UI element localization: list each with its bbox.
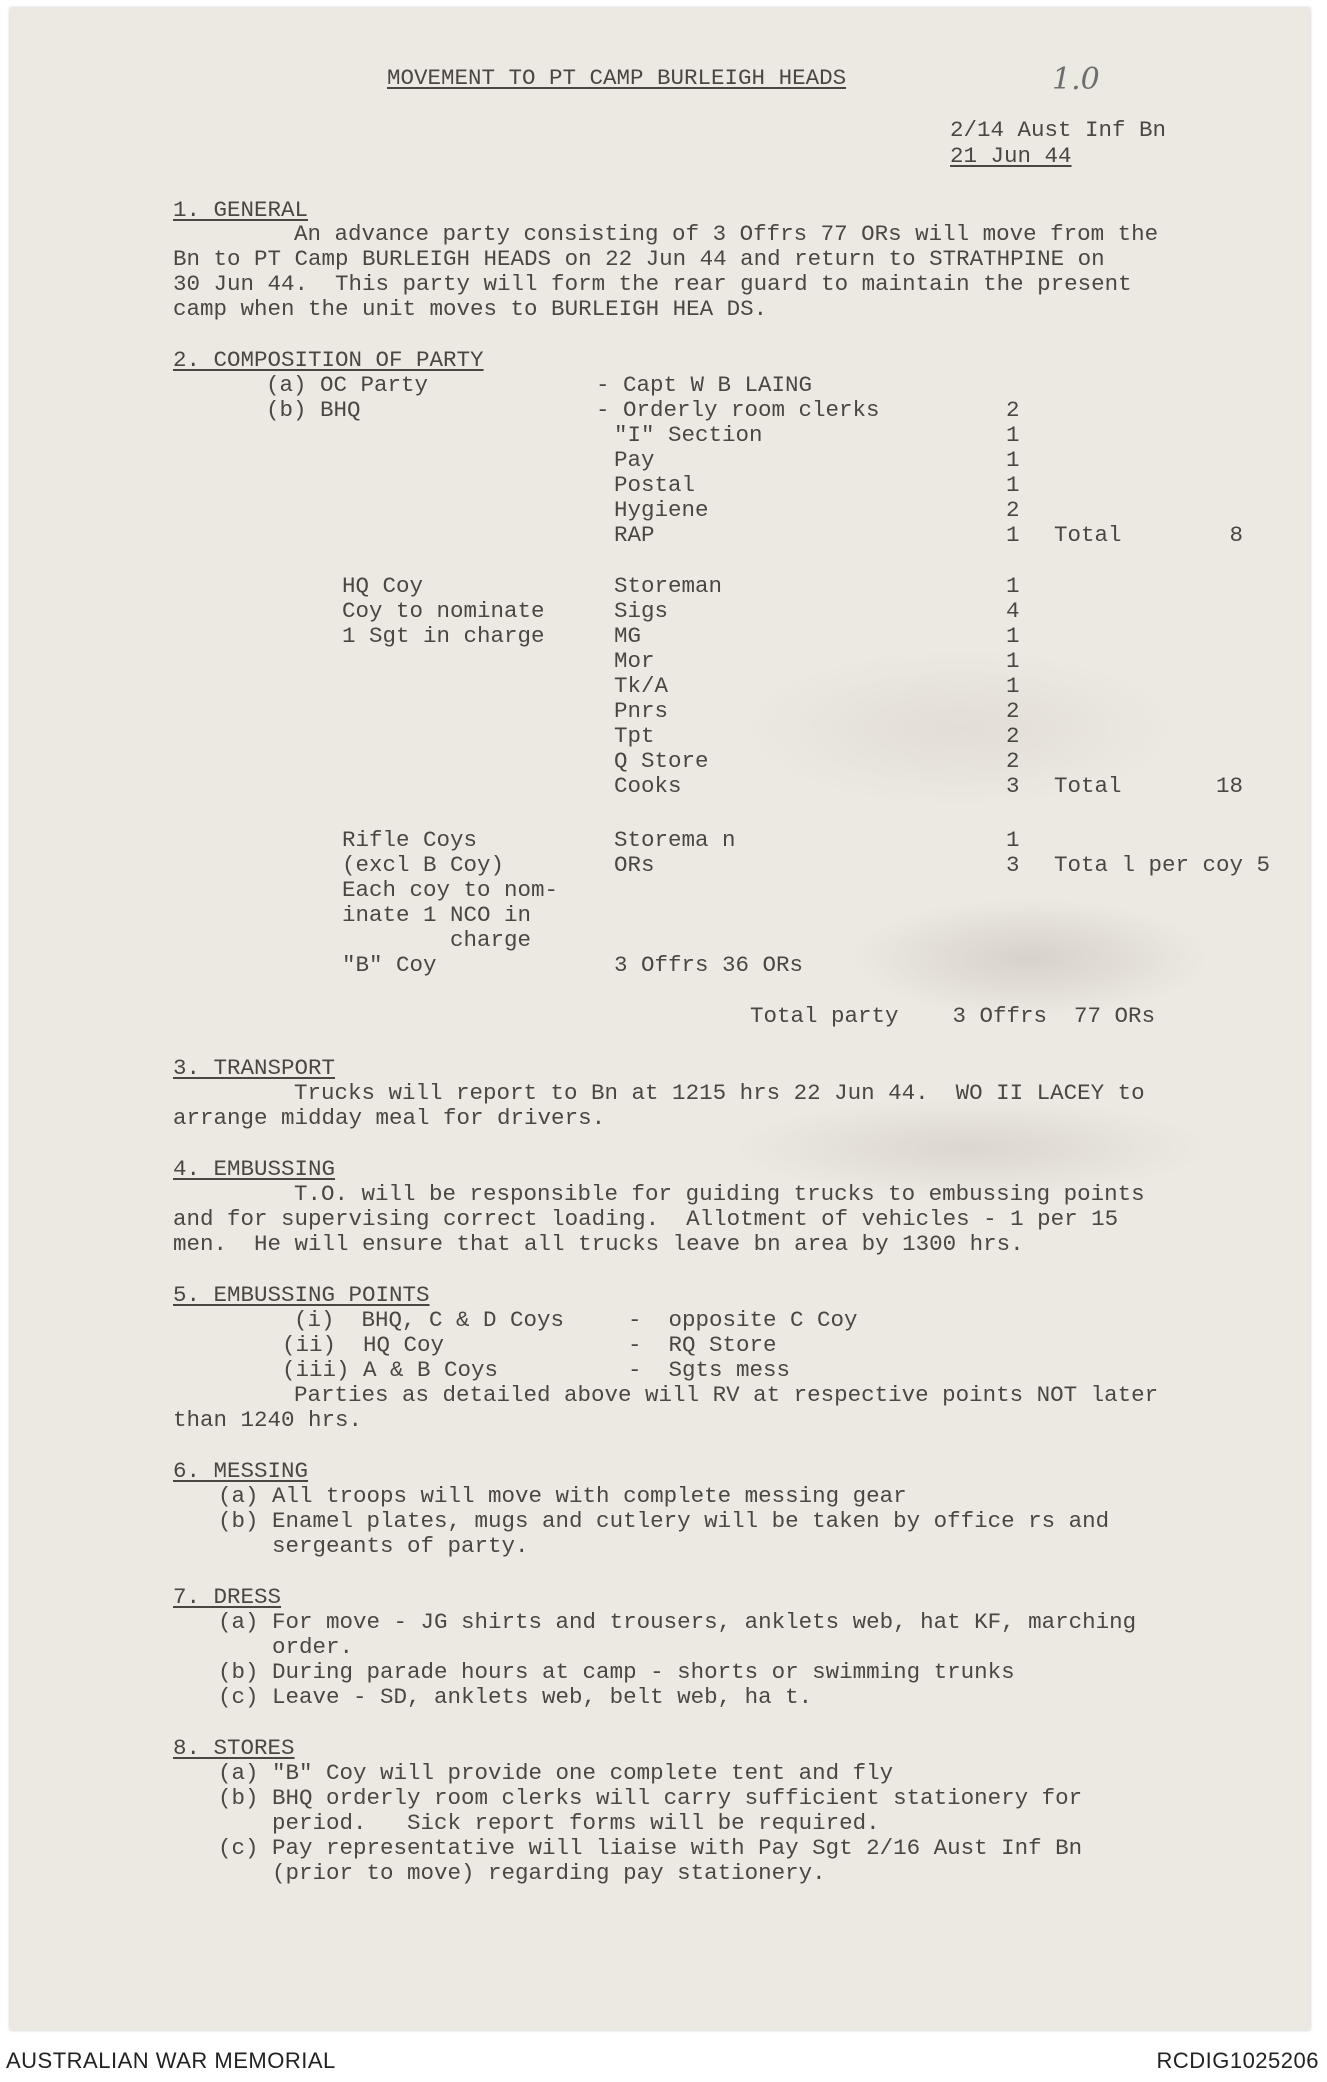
section-heading: 8. STORES bbox=[173, 1735, 295, 1761]
hq-item: Sigs bbox=[614, 598, 669, 624]
rifle-total: Tota l per coy 5 bbox=[1054, 852, 1271, 878]
unit-name: 2/14 Aust Inf Bn bbox=[950, 117, 1167, 143]
rifle-coys-label: (excl B Coy) bbox=[342, 852, 505, 878]
hq-item: Mor bbox=[614, 648, 655, 674]
embussing-location: - RQ Store bbox=[628, 1332, 777, 1358]
rifle-item: ORs bbox=[614, 852, 655, 878]
paragraph-line: Parties as detailed above will RV at respective points NOT later bbox=[294, 1382, 1159, 1408]
hq-count: 4 bbox=[1006, 598, 1020, 624]
b-coy-label: "B" Coy bbox=[342, 952, 437, 978]
section-heading: 6. MESSING bbox=[173, 1458, 309, 1484]
paragraph-line: than 1240 hrs. bbox=[173, 1407, 363, 1433]
record-id: RCDIG1025206 bbox=[1156, 2048, 1319, 2073]
bhq-item: Pay bbox=[614, 447, 655, 473]
bhq-count: 1 bbox=[1006, 522, 1020, 548]
bhq-item: Hygiene bbox=[614, 497, 709, 523]
section-heading: 3. TRANSPORT bbox=[173, 1055, 336, 1081]
rifle-coys-label: Each coy to nom- bbox=[342, 877, 559, 903]
total-party: Total party 3 Offrs 77 ORs bbox=[750, 1003, 1156, 1029]
bhq-item: - Orderly room clerks bbox=[596, 397, 880, 423]
paragraph-line: (a) For move - JG shirts and trousers, anklets web, hat KF, marching bbox=[218, 1609, 1137, 1635]
hq-count: 1 bbox=[1006, 573, 1020, 599]
document-date: 21 Jun 44 bbox=[950, 143, 1072, 169]
bhq-item: RAP bbox=[614, 522, 655, 548]
paragraph-line: (a) All troops will move with complete messing gear bbox=[218, 1483, 907, 1509]
paragraph-line: men. He will ensure that all trucks leave bn area by 1300 hrs. bbox=[173, 1231, 1024, 1257]
hq-item: Q Store bbox=[614, 748, 709, 774]
hq-count: 1 bbox=[1006, 673, 1020, 699]
hq-item: MG bbox=[614, 623, 642, 649]
paragraph-line: An advance party consisting of 3 Offrs 77 ORs will move from the bbox=[294, 221, 1159, 247]
paragraph-line: (prior to move) regarding pay stationery. bbox=[218, 1860, 826, 1886]
paragraph-line: order. bbox=[218, 1634, 354, 1660]
paragraph-line: (c) Leave - SD, anklets web, belt web, ha t. bbox=[218, 1684, 813, 1710]
paragraph-line: (a) "B" Coy will provide one complete tent and fly bbox=[218, 1760, 894, 1786]
section-heading: 5. EMBUSSING POINTS bbox=[173, 1282, 430, 1308]
bhq-item: "I" Section bbox=[614, 422, 763, 448]
rifle-coys-label: inate 1 NCO in bbox=[342, 902, 532, 928]
section-heading: 7. DRESS bbox=[173, 1584, 282, 1610]
embussing-unit: (iii) A & B Coys bbox=[282, 1357, 499, 1383]
bhq-count: 2 bbox=[1006, 497, 1020, 523]
oc-party-label: (a) OC Party bbox=[266, 372, 429, 398]
hq-coy-label: Coy to nominate bbox=[342, 598, 545, 624]
bhq-count: 1 bbox=[1006, 447, 1020, 473]
embussing-unit: (ii) HQ Coy bbox=[282, 1332, 445, 1358]
paragraph-line: (b) BHQ orderly room clerks will carry sufficient stationery for bbox=[218, 1785, 1083, 1811]
folio-number: 1.0 bbox=[1052, 62, 1100, 97]
section-heading: 4. EMBUSSING bbox=[173, 1156, 336, 1182]
b-coy-value: 3 Offrs 36 ORs bbox=[614, 952, 804, 978]
paragraph-line: (b) During parade hours at camp - shorts or swimming trunks bbox=[218, 1659, 1015, 1685]
hq-count: 2 bbox=[1006, 723, 1020, 749]
rifle-item: Storema n bbox=[614, 827, 736, 853]
paragraph-line: and for supervising correct loading. Allotment of vehicles - 1 per 15 bbox=[173, 1206, 1119, 1232]
rifle-coys-label: charge bbox=[342, 927, 532, 953]
paragraph-line: camp when the unit moves to BURLEIGH HEA DS. bbox=[173, 296, 768, 322]
hq-total: Total 18 bbox=[1054, 773, 1244, 799]
section-heading: 1. GENERAL bbox=[173, 197, 309, 223]
section-heading: 2. COMPOSITION OF PARTY bbox=[173, 347, 484, 373]
hq-count: 1 bbox=[1006, 623, 1020, 649]
paragraph-line: (c) Pay representative will liaise with Pay Sgt 2/16 Aust Inf Bn bbox=[218, 1835, 1083, 1861]
hq-item: Tk/A bbox=[614, 673, 669, 699]
paragraph-line: sergeants of party. bbox=[218, 1533, 529, 1559]
paragraph-line: arrange midday meal for drivers. bbox=[173, 1105, 606, 1131]
rifle-count: 1 bbox=[1006, 827, 1020, 853]
bhq-count: 1 bbox=[1006, 472, 1020, 498]
bhq-count: 2 bbox=[1006, 397, 1020, 423]
rifle-count: 3 bbox=[1006, 852, 1020, 878]
archive-credit: AUSTRALIAN WAR MEMORIAL bbox=[6, 2048, 336, 2073]
hq-count: 1 bbox=[1006, 648, 1020, 674]
hq-item: Storeman bbox=[614, 573, 723, 599]
bhq-count: 1 bbox=[1006, 422, 1020, 448]
hq-item: Cooks bbox=[614, 773, 682, 799]
hq-count: 2 bbox=[1006, 698, 1020, 724]
paragraph-line: T.O. will be responsible for guiding trucks to embussing points bbox=[294, 1181, 1145, 1207]
embussing-location: - opposite C Coy bbox=[628, 1307, 858, 1333]
hq-coy-label: HQ Coy bbox=[342, 573, 424, 599]
bhq-item: Postal bbox=[614, 472, 696, 498]
oc-party-value: - Capt W B LAING bbox=[596, 372, 813, 398]
hq-coy-label: 1 Sgt in charge bbox=[342, 623, 545, 649]
hq-count: 3 bbox=[1006, 773, 1020, 799]
document-title: MOVEMENT TO PT CAMP BURLEIGH HEADS bbox=[387, 65, 847, 91]
paragraph-line: Bn to PT Camp BURLEIGH HEADS on 22 Jun 44 and return to STRATHPINE on bbox=[173, 246, 1105, 272]
bhq-total: Total 8 bbox=[1054, 522, 1244, 548]
paragraph-line: Trucks will report to Bn at 1215 hrs 22 Jun 44. WO II LACEY to bbox=[294, 1080, 1145, 1106]
embussing-unit: (i) BHQ, C & D Coys bbox=[294, 1307, 565, 1333]
hq-item: Pnrs bbox=[614, 698, 669, 724]
embussing-location: - Sgts mess bbox=[628, 1357, 791, 1383]
bhq-label: (b) BHQ bbox=[266, 397, 361, 423]
paragraph-line: (b) Enamel plates, mugs and cutlery will be taken by office rs and bbox=[218, 1508, 1110, 1534]
paragraph-line: 30 Jun 44. This party will form the rear guard to maintain the present bbox=[173, 271, 1132, 297]
rifle-coys-label: Rifle Coys bbox=[342, 827, 478, 853]
paragraph-line: period. Sick report forms will be required. bbox=[218, 1810, 880, 1836]
hq-count: 2 bbox=[1006, 748, 1020, 774]
hq-item: Tpt bbox=[614, 723, 655, 749]
